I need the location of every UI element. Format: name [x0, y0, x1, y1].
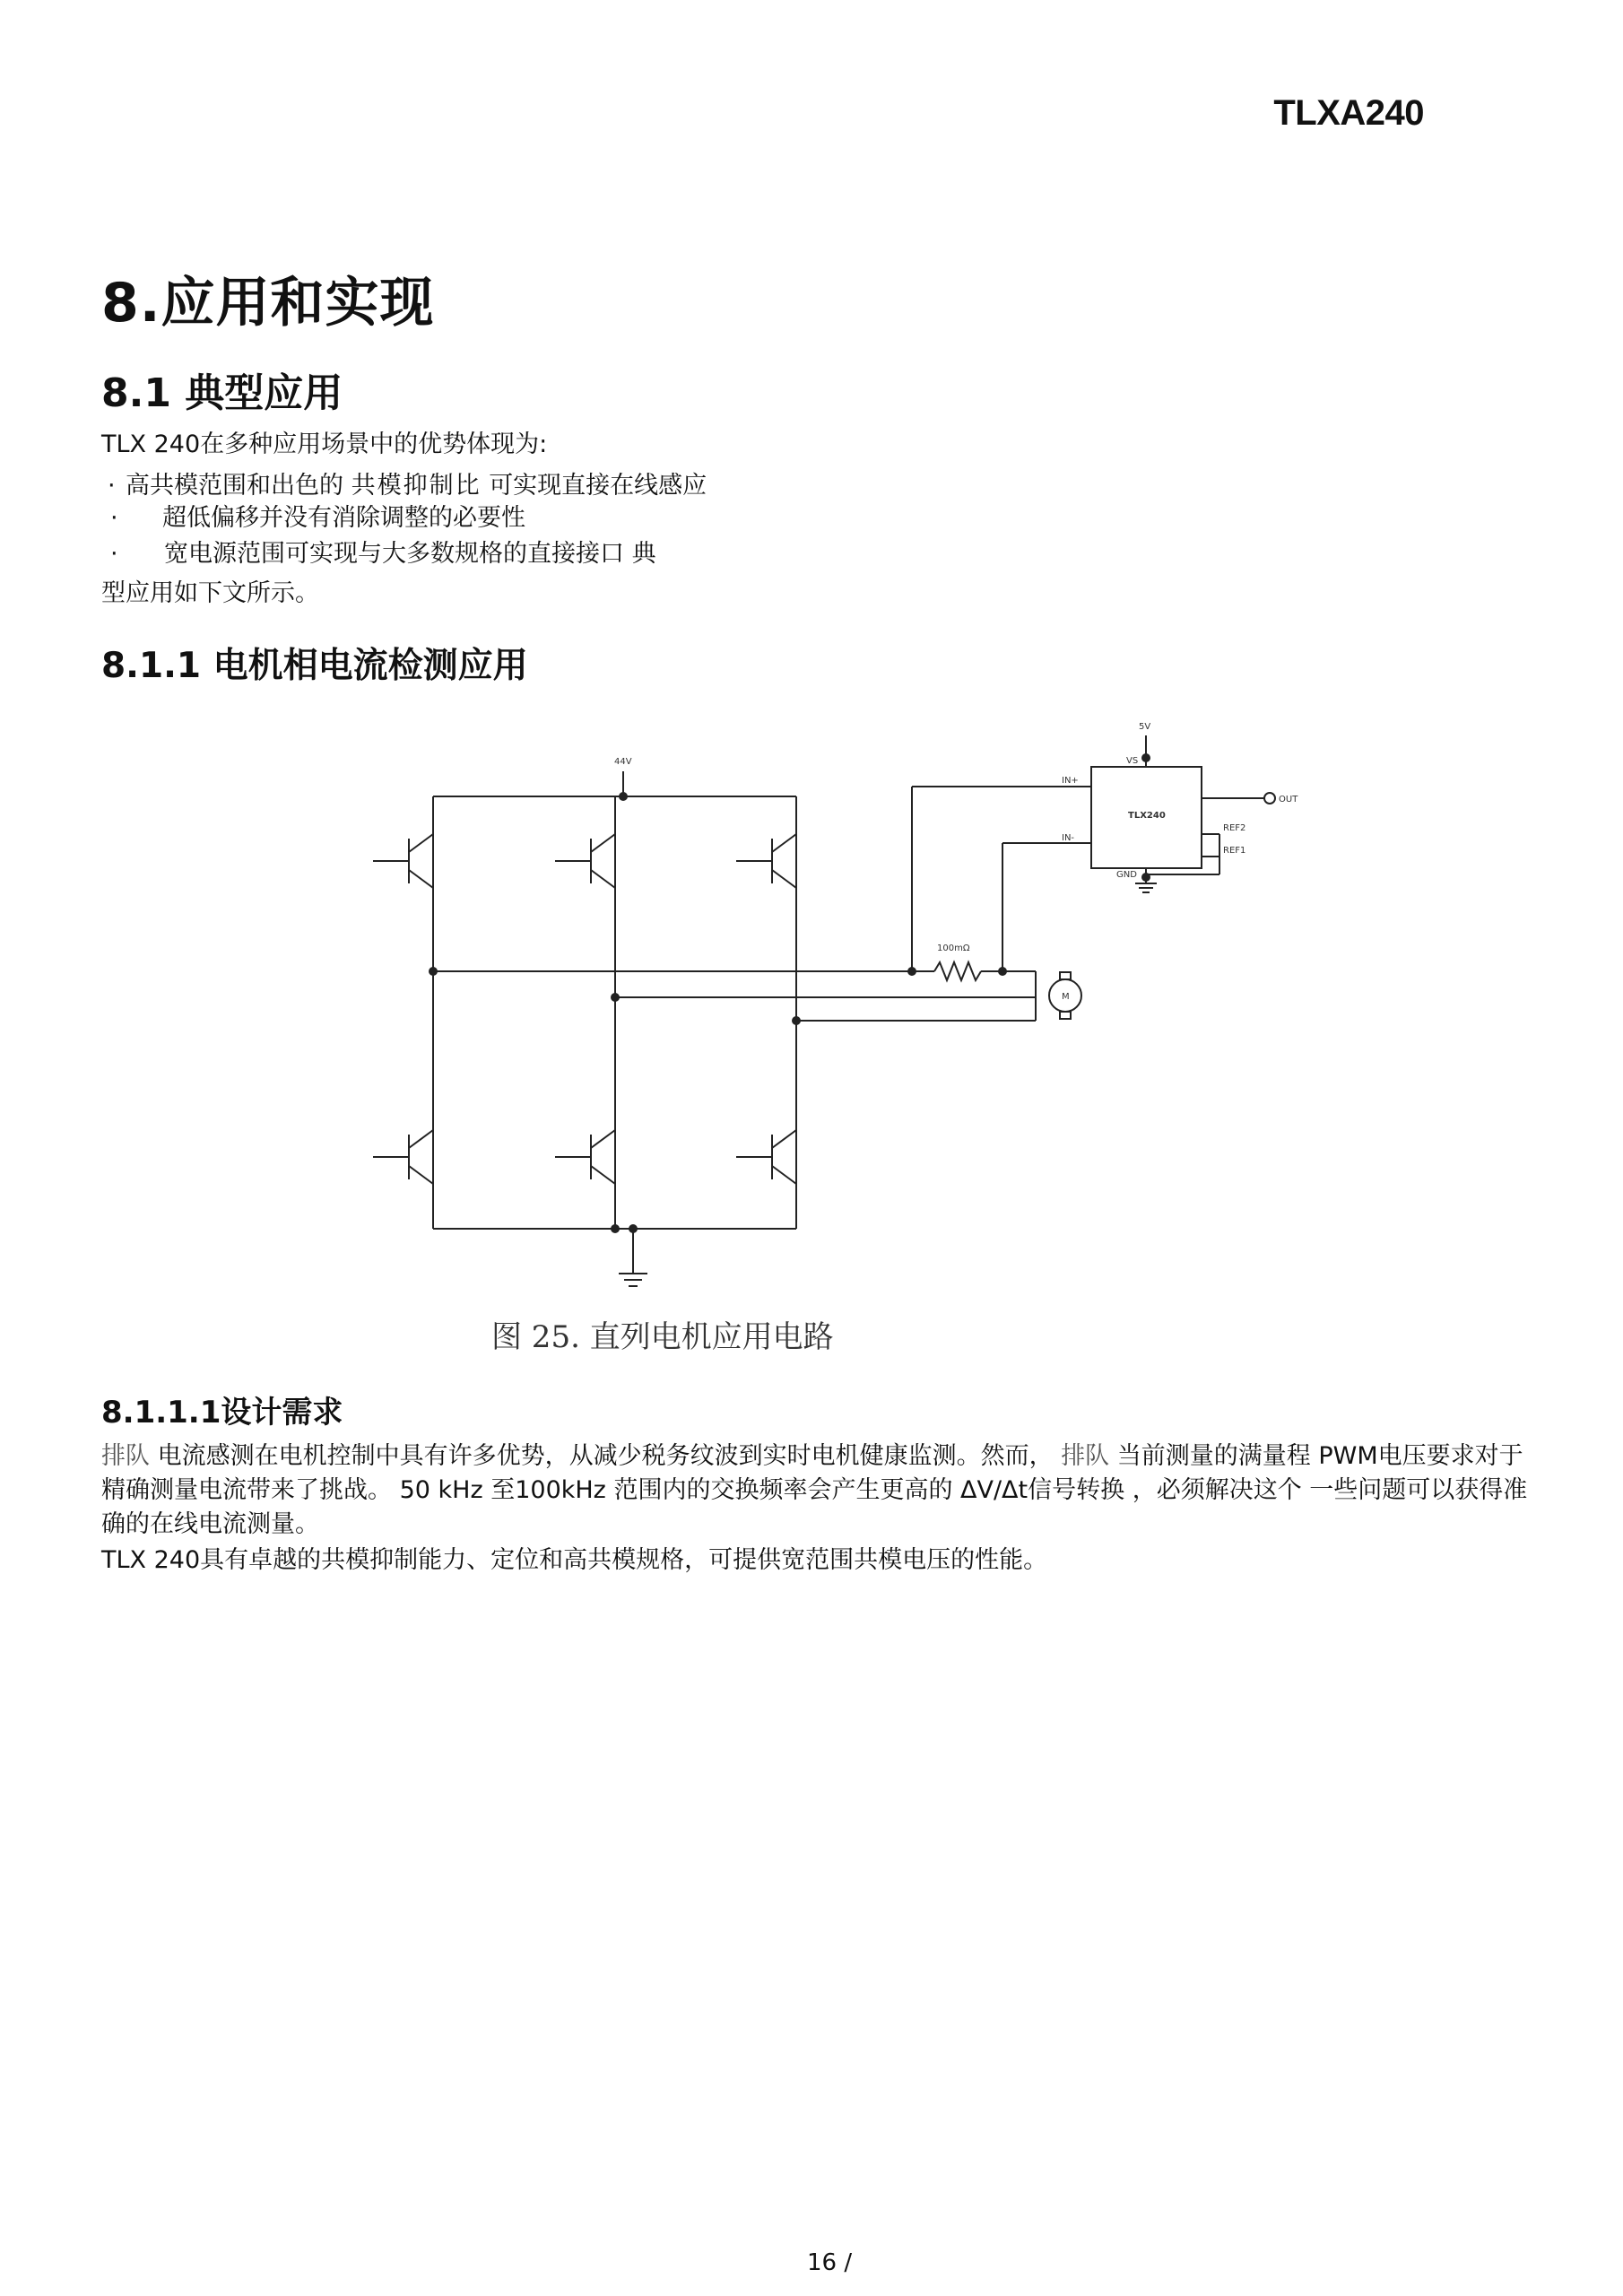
label-in-minus: IN-: [1062, 833, 1075, 843]
label-chip: TLX240: [1128, 811, 1166, 821]
label-shunt: 100mΩ: [937, 944, 970, 953]
bullet-text: 超低偏移并没有消除调整的必要性: [162, 504, 525, 532]
bullet-text: 高共模范围和出色的: [126, 472, 343, 500]
figure-caption: 图 25. 直列电机应用电路: [491, 1319, 834, 1355]
label-gnd: GND: [1116, 870, 1137, 880]
subsubsection-heading: 8.1.1 电机相电流检测应用: [101, 646, 528, 686]
label-out: OUT: [1279, 795, 1298, 804]
continuation-text: 型应用如下文所示。: [101, 579, 319, 607]
bullet-text: 宽电源范围可实现与大多数规格的直接接口 典: [164, 540, 656, 568]
bullet-marker: ·: [110, 540, 118, 568]
label-44v: 44V: [614, 757, 632, 767]
intro-text: TLX 240在多种应用场景中的优势体现为:: [101, 430, 548, 458]
label-motor: M: [1062, 992, 1070, 1002]
label-in-plus: IN+: [1062, 776, 1079, 786]
document-title: TLXA240: [1273, 93, 1424, 133]
label-5v: 5V: [1139, 722, 1151, 732]
section-heading: 8.应用和实现: [101, 272, 435, 335]
label-ref1: REF1: [1223, 846, 1246, 856]
page-number: 16 /: [807, 2249, 853, 2276]
design-paragraph-2: TLX 240具有卓越的共模抑制能力、定位和高共模规格，可提供宽范围共模电压的性能。: [101, 1546, 1048, 1574]
paragraph-fragment: 排队: [1061, 1442, 1110, 1470]
bullet-marker: ·: [108, 472, 116, 500]
subsection-heading: 8.1 典型应用: [101, 370, 343, 416]
paragraph-fragment: 当前测量的满量程 PWM电压要求对于精确测量电流带来了挑战。 50 kHz 至100kHz 范围内的交换频率会产生更高的 ΔV/Δt信号转换 ，必须解决这个 一些问题可以获得准确的在线电流测量。: [101, 1442, 1528, 1538]
paragraph-fragment: 电流感测在电机控制中具有许多优势，从减少税务纹波到实时电机健康监测。然而，: [157, 1442, 1054, 1470]
label-vs: VS: [1126, 756, 1139, 766]
design-heading: 8.1.1.1设计需求: [101, 1395, 343, 1431]
bullet-text: 可实现直接在线感应: [489, 472, 707, 500]
bullet-marker: ·: [110, 504, 118, 532]
design-paragraph: [101, 1439, 1536, 1542]
paragraph-fragment: 排队: [101, 1442, 150, 1470]
bullet-text-term: 共模抑制比: [351, 472, 482, 500]
label-ref2: REF2: [1223, 823, 1246, 833]
